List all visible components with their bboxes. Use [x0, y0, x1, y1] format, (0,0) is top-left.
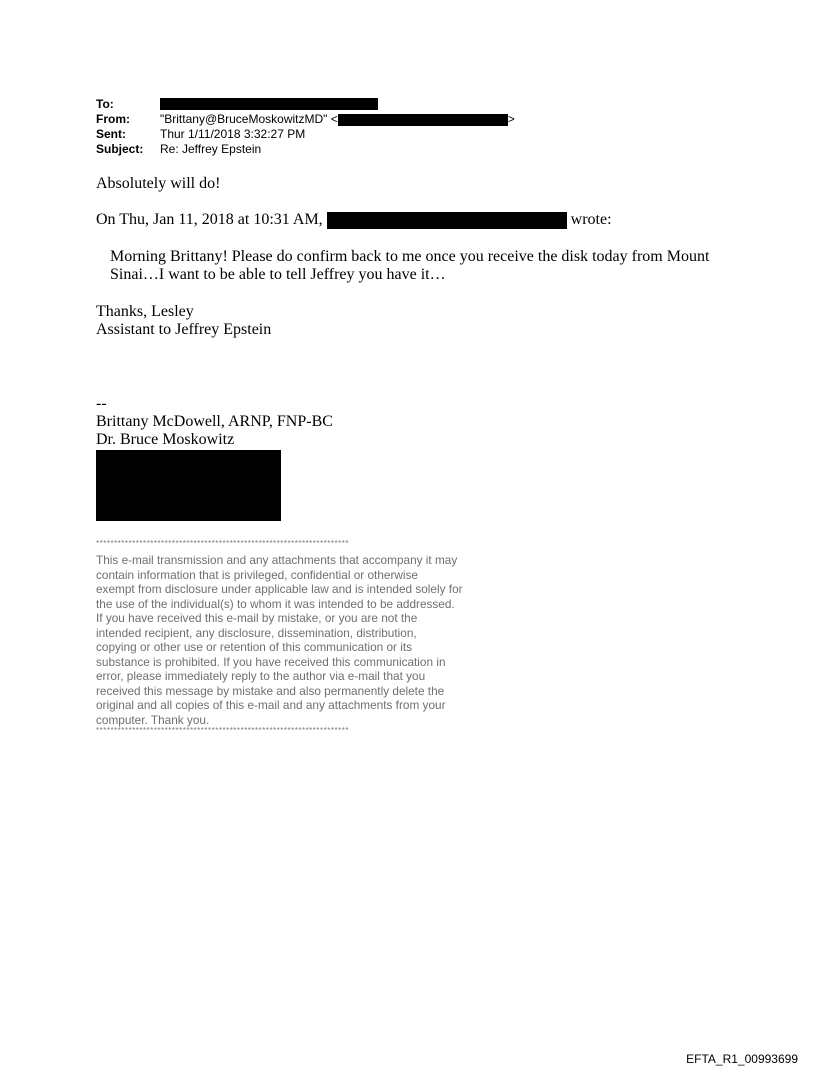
signature-name: Brittany McDowell, ARNP, FNP-BC [96, 413, 333, 430]
disclaimer-line: error, please immediately reply to the author via e-mail that you [96, 669, 426, 683]
assistant-line: Assistant to Jeffrey Epstein [96, 321, 272, 338]
disclaimer-line: the use of the individual(s) to whom it was intended to be addressed. [96, 596, 455, 611]
from-value [160, 112, 515, 126]
redaction-bar [338, 114, 508, 126]
document-id: EFTA_R1_00993699 [686, 1052, 798, 1066]
disclaimer-line: contain information that is privileged, confidential or otherwise [96, 567, 418, 582]
from-sender: "Brittany@BruceMoskowitzMD" < [160, 112, 338, 126]
quoted-line-2: Sinai…I want to be able to tell Jeffrey you have it… [110, 266, 446, 283]
redaction-bar [160, 98, 378, 110]
subject-value: Re: Jeffrey Epstein [160, 142, 262, 156]
disclaimer-line: computer. Thank you. [96, 712, 210, 727]
quoted-line-1: Morning Brittany! Please do confirm back to me once you receive the disk today from Mount [110, 248, 710, 265]
disclaimer-line: copying or other use or retention of this communication or its [96, 640, 413, 654]
disclaimer-line: substance is prohibited. If you have received this communication in [96, 654, 446, 669]
signature-dashes: -- [96, 395, 107, 412]
sent-value: Thur 1/11/2018 3:32:27 PM [160, 127, 306, 141]
disclaimer-top-rule: ********************************************************************** [96, 540, 349, 548]
signature-practice: Dr. Bruce Moskowitz [96, 431, 235, 448]
disclaimer-line: This e-mail transmission and any attachments that accompany it may [96, 553, 458, 567]
disclaimer-line: original and all copies of this e-mail and any attachments from your [96, 698, 446, 712]
disclaimer-line: intended recipient, any disclosure, dissemination, distribution, [96, 625, 417, 640]
reply-text: Absolutely will do! [96, 175, 221, 192]
subject-label: Subject: [96, 142, 144, 156]
to-value-redacted [160, 96, 378, 110]
from-end: > [507, 112, 515, 126]
disclaimer-line: If you have received this e-mail by mistake, or you are not the [96, 611, 418, 625]
redaction-bar [327, 212, 567, 229]
signature-redaction-block [96, 450, 281, 521]
from-label: From: [96, 112, 130, 126]
disclaimer-line: received this message by mistake and also permanently delete the [96, 683, 445, 698]
disclaimer-line: exempt from disclosure under applicable law and is intended solely for [96, 582, 463, 596]
sent-label: Sent: [96, 127, 126, 141]
quote-intro [96, 211, 612, 229]
quote-intro-end: wrote: [570, 211, 612, 228]
to-label: To: [96, 97, 114, 111]
disclaimer-bottom-rule: ********************************************************************** [96, 727, 349, 735]
confidentiality-disclaimer [96, 540, 496, 735]
quote-intro-start: On Thu, Jan 11, 2018 at 10:31 AM, [96, 211, 323, 228]
thanks-line: Thanks, Lesley [96, 303, 194, 320]
